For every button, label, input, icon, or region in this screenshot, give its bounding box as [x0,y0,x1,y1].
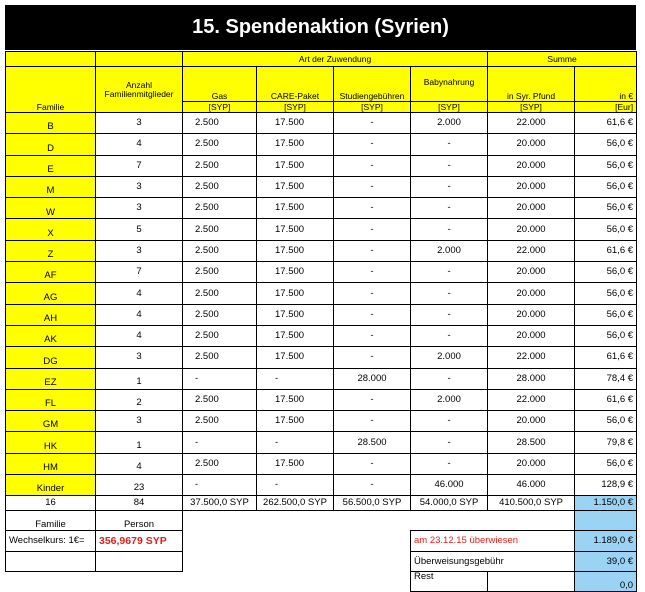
cell-care: 17.500 [257,347,334,368]
cell-baby: 2.000 [411,240,488,261]
cell-syp: 22.000 [488,113,575,134]
wechselkurs-label: Wechselkurs: 1€= [6,531,96,552]
blank [96,552,183,572]
table-row [6,304,637,325]
cell-baby: - [411,432,488,453]
cell-baby: - [411,262,488,283]
cell-eur: 56,0 € [575,176,637,197]
cell-syp: 20.000 [488,262,575,283]
cell-syp: 22.000 [488,240,575,261]
cell-studien: - [334,134,411,155]
cell-care: 17.500 [257,325,334,346]
cell-baby: - [411,411,488,432]
total-baby: 54.000,0 SYP [411,496,488,511]
cell-care: 17.500 [257,389,334,410]
unit-syp: [SYP] [488,102,575,113]
cell-gas: 2.500 [183,347,257,368]
page-title: 15. Spendenaktion (Syrien) [5,5,636,50]
cell-familie: HK [6,432,96,453]
cell-studien: - [334,155,411,176]
cell-familie: X [6,219,96,240]
cell-care: 17.500 [257,262,334,283]
cell-familie: M [6,176,96,197]
header-blank [96,52,183,67]
total-gas: 37.500,0 SYP [183,496,257,511]
cell-studien: - [334,475,411,496]
header-summe: Summe [488,52,637,67]
cell-eur: 56,0 € [575,155,637,176]
cell-anzahl: 23 [96,475,183,496]
cell-eur: 79,8 € [575,432,637,453]
cell-anzahl: 2 [96,389,183,410]
table-row [6,411,637,432]
col-header-anzahl-line1: Anzahl [126,79,152,90]
cell-studien: - [334,411,411,432]
cell-eur: 56,0 € [575,283,637,304]
cell-eur: 128,9 € [575,475,637,496]
cell-baby: 46.000 [411,475,488,496]
cell-studien: - [334,176,411,197]
cell-syp: 20.000 [488,219,575,240]
cell-eur: 56,0 € [575,219,637,240]
label-familie: Familie [6,511,96,531]
wechselkurs-value: 356,9679 SYP [96,531,183,552]
cell-studien: 28.000 [334,368,411,389]
cell-familie: HM [6,453,96,474]
summary-label-2: Rest [411,572,488,592]
cell-care: 17.500 [257,219,334,240]
cell-syp: 46.000 [488,475,575,496]
cell-anzahl: 3 [96,347,183,368]
unit-gas: [SYP] [183,102,257,113]
cell-studien: - [334,453,411,474]
col-header-studien: Studiengebühren [334,67,411,102]
cell-gas: 2.500 [183,411,257,432]
summary-label-0: am 23.12.15 überwiesen [411,531,575,552]
col-header-anzahl-line2: Familienmitglieder [104,88,174,99]
cell-anzahl: 1 [96,432,183,453]
cell-anzahl: 1 [96,368,183,389]
cell-gas: - [183,368,257,389]
cell-studien: - [334,389,411,410]
table-row [6,240,637,261]
cell-care: 17.500 [257,198,334,219]
cell-familie: AK [6,325,96,346]
cell-baby: - [411,219,488,240]
table-row [6,347,637,368]
table-row [6,262,637,283]
spacer-blue [575,511,637,531]
unit-care: [SYP] [257,102,334,113]
cell-baby: - [411,304,488,325]
cell-care: 17.500 [257,453,334,474]
cell-studien: - [334,347,411,368]
cell-anzahl: 4 [96,325,183,346]
cell-anzahl: 3 [96,176,183,197]
cell-anzahl: 3 [96,411,183,432]
table-row [6,219,637,240]
cell-gas: 2.500 [183,219,257,240]
header-art-der-zuwendung: Art der Zuwendung [183,52,488,67]
summary-value-1: 39,0 € [575,552,637,572]
total-care: 262.500,0 SYP [257,496,334,511]
table-row [6,113,637,134]
cell-syp: 20.000 [488,304,575,325]
label-person: Person [96,511,183,531]
table-row [6,453,637,474]
unit-baby: [SYP] [411,102,488,113]
cell-anzahl: 4 [96,304,183,325]
cell-syp: 28.000 [488,368,575,389]
cell-anzahl: 3 [96,113,183,134]
cell-anzahl: 3 [96,198,183,219]
total-eur: 1.150,0 € [575,496,637,511]
cell-studien: - [334,304,411,325]
cell-baby: 2.000 [411,389,488,410]
cell-eur: 78,4 € [575,368,637,389]
cell-familie: AF [6,262,96,283]
total-syp: 410.500,0 SYP [488,496,575,511]
cell-eur: 56,0 € [575,198,637,219]
cell-gas: 2.500 [183,155,257,176]
cell-gas: 2.500 [183,283,257,304]
cell-familie: Z [6,240,96,261]
table-row [6,325,637,346]
cell-care: 17.500 [257,113,334,134]
cell-syp: 20.000 [488,155,575,176]
cell-eur: 56,0 € [575,325,637,346]
cell-anzahl: 3 [96,240,183,261]
cell-familie: AG [6,283,96,304]
cell-baby: 2.000 [411,347,488,368]
cell-baby: - [411,283,488,304]
table-row [6,389,637,410]
cell-anzahl: 4 [96,134,183,155]
cell-gas: 2.500 [183,134,257,155]
cell-studien: - [334,113,411,134]
cell-care: 17.500 [257,134,334,155]
col-header-syp: in Syr. Pfund [488,67,575,102]
cell-studien: 28.500 [334,432,411,453]
cell-care: 17.500 [257,283,334,304]
table-row [6,155,637,176]
spacer [183,511,488,531]
cell-baby: - [411,325,488,346]
table-row [6,283,637,304]
cell-familie: E [6,155,96,176]
cell-syp: 22.000 [488,347,575,368]
cell-care: - [257,368,334,389]
cell-syp: 20.000 [488,453,575,474]
cell-familie: W [6,198,96,219]
cell-baby: - [411,176,488,197]
cell-familie: Kinder [6,475,96,496]
cell-syp: 28.500 [488,432,575,453]
cell-gas: 2.500 [183,240,257,261]
cell-baby: - [411,368,488,389]
cell-gas: 2.500 [183,198,257,219]
cell-anzahl: 5 [96,219,183,240]
table-row [6,432,637,453]
cell-gas: - [183,475,257,496]
cell-syp: 20.000 [488,283,575,304]
col-header-familie: Familie [6,67,96,113]
col-header-care: CARE-Paket [257,67,334,102]
col-header-eur: in € [575,67,637,102]
cell-baby: 2.000 [411,113,488,134]
header-blank [6,52,96,67]
cell-studien: - [334,262,411,283]
spacer [183,531,411,552]
cell-familie: FL [6,389,96,410]
spacer [183,552,411,572]
cell-familie: AH [6,304,96,325]
unit-eur: [Eur] [575,102,637,113]
summary-value-2: 0,0 [575,572,637,592]
cell-care: 17.500 [257,304,334,325]
donation-table [5,51,637,592]
cell-eur: 61,6 € [575,389,637,410]
cell-gas: 2.500 [183,176,257,197]
cell-care: 17.500 [257,240,334,261]
cell-familie: D [6,134,96,155]
cell-eur: 56,0 € [575,262,637,283]
cell-familie: EZ [6,368,96,389]
cell-anzahl: 7 [96,262,183,283]
total-anzahl: 84 [96,496,183,511]
cell-studien: - [334,283,411,304]
cell-studien: - [334,240,411,261]
col-header-anzahl [96,67,183,113]
summary-value-0: 1.189,0 € [575,531,637,552]
cell-eur: 61,6 € [575,347,637,368]
cell-familie: B [6,113,96,134]
cell-baby: - [411,155,488,176]
table-row [6,198,637,219]
cell-care: 17.500 [257,176,334,197]
cell-gas: 2.500 [183,113,257,134]
cell-gas: 2.500 [183,262,257,283]
table-row [6,475,637,496]
spacer [488,511,575,531]
cell-studien: - [334,219,411,240]
cell-anzahl: 7 [96,155,183,176]
cell-gas: - [183,432,257,453]
cell-care: - [257,475,334,496]
table-row [6,368,637,389]
cell-eur: 56,0 € [575,304,637,325]
cell-syp: 22.000 [488,389,575,410]
cell-familie: DG [6,347,96,368]
cell-syp: 20.000 [488,134,575,155]
cell-care: 17.500 [257,411,334,432]
cell-baby: - [411,134,488,155]
cell-studien: - [334,198,411,219]
col-header-baby: Babynahrung [411,67,488,102]
blank [6,552,96,572]
total-studien: 56.500,0 SYP [334,496,411,511]
cell-gas: 2.500 [183,304,257,325]
table-row [6,134,637,155]
cell-gas: 2.500 [183,325,257,346]
cell-eur: 56,0 € [575,453,637,474]
summary-label-1: Überweisungsgebühr [411,552,575,572]
cell-studien: - [334,325,411,346]
cell-eur: 56,0 € [575,134,637,155]
unit-studien: [SYP] [334,102,411,113]
cell-syp: 20.000 [488,198,575,219]
cell-gas: 2.500 [183,389,257,410]
cell-baby: - [411,198,488,219]
cell-anzahl: 4 [96,283,183,304]
cell-syp: 20.000 [488,176,575,197]
cell-familie: GM [6,411,96,432]
cell-care: - [257,432,334,453]
cell-syp: 20.000 [488,325,575,346]
cell-eur: 56,0 € [575,411,637,432]
totals-row [6,496,637,511]
total-familie: 16 [6,496,96,511]
cell-syp: 20.000 [488,411,575,432]
cell-gas: 2.500 [183,453,257,474]
col-header-gas: Gas [183,67,257,102]
cell-baby: - [411,453,488,474]
cell-anzahl: 4 [96,453,183,474]
cell-care: 17.500 [257,155,334,176]
table-row [6,176,637,197]
cell-eur: 61,6 € [575,240,637,261]
cell-eur: 61,6 € [575,113,637,134]
